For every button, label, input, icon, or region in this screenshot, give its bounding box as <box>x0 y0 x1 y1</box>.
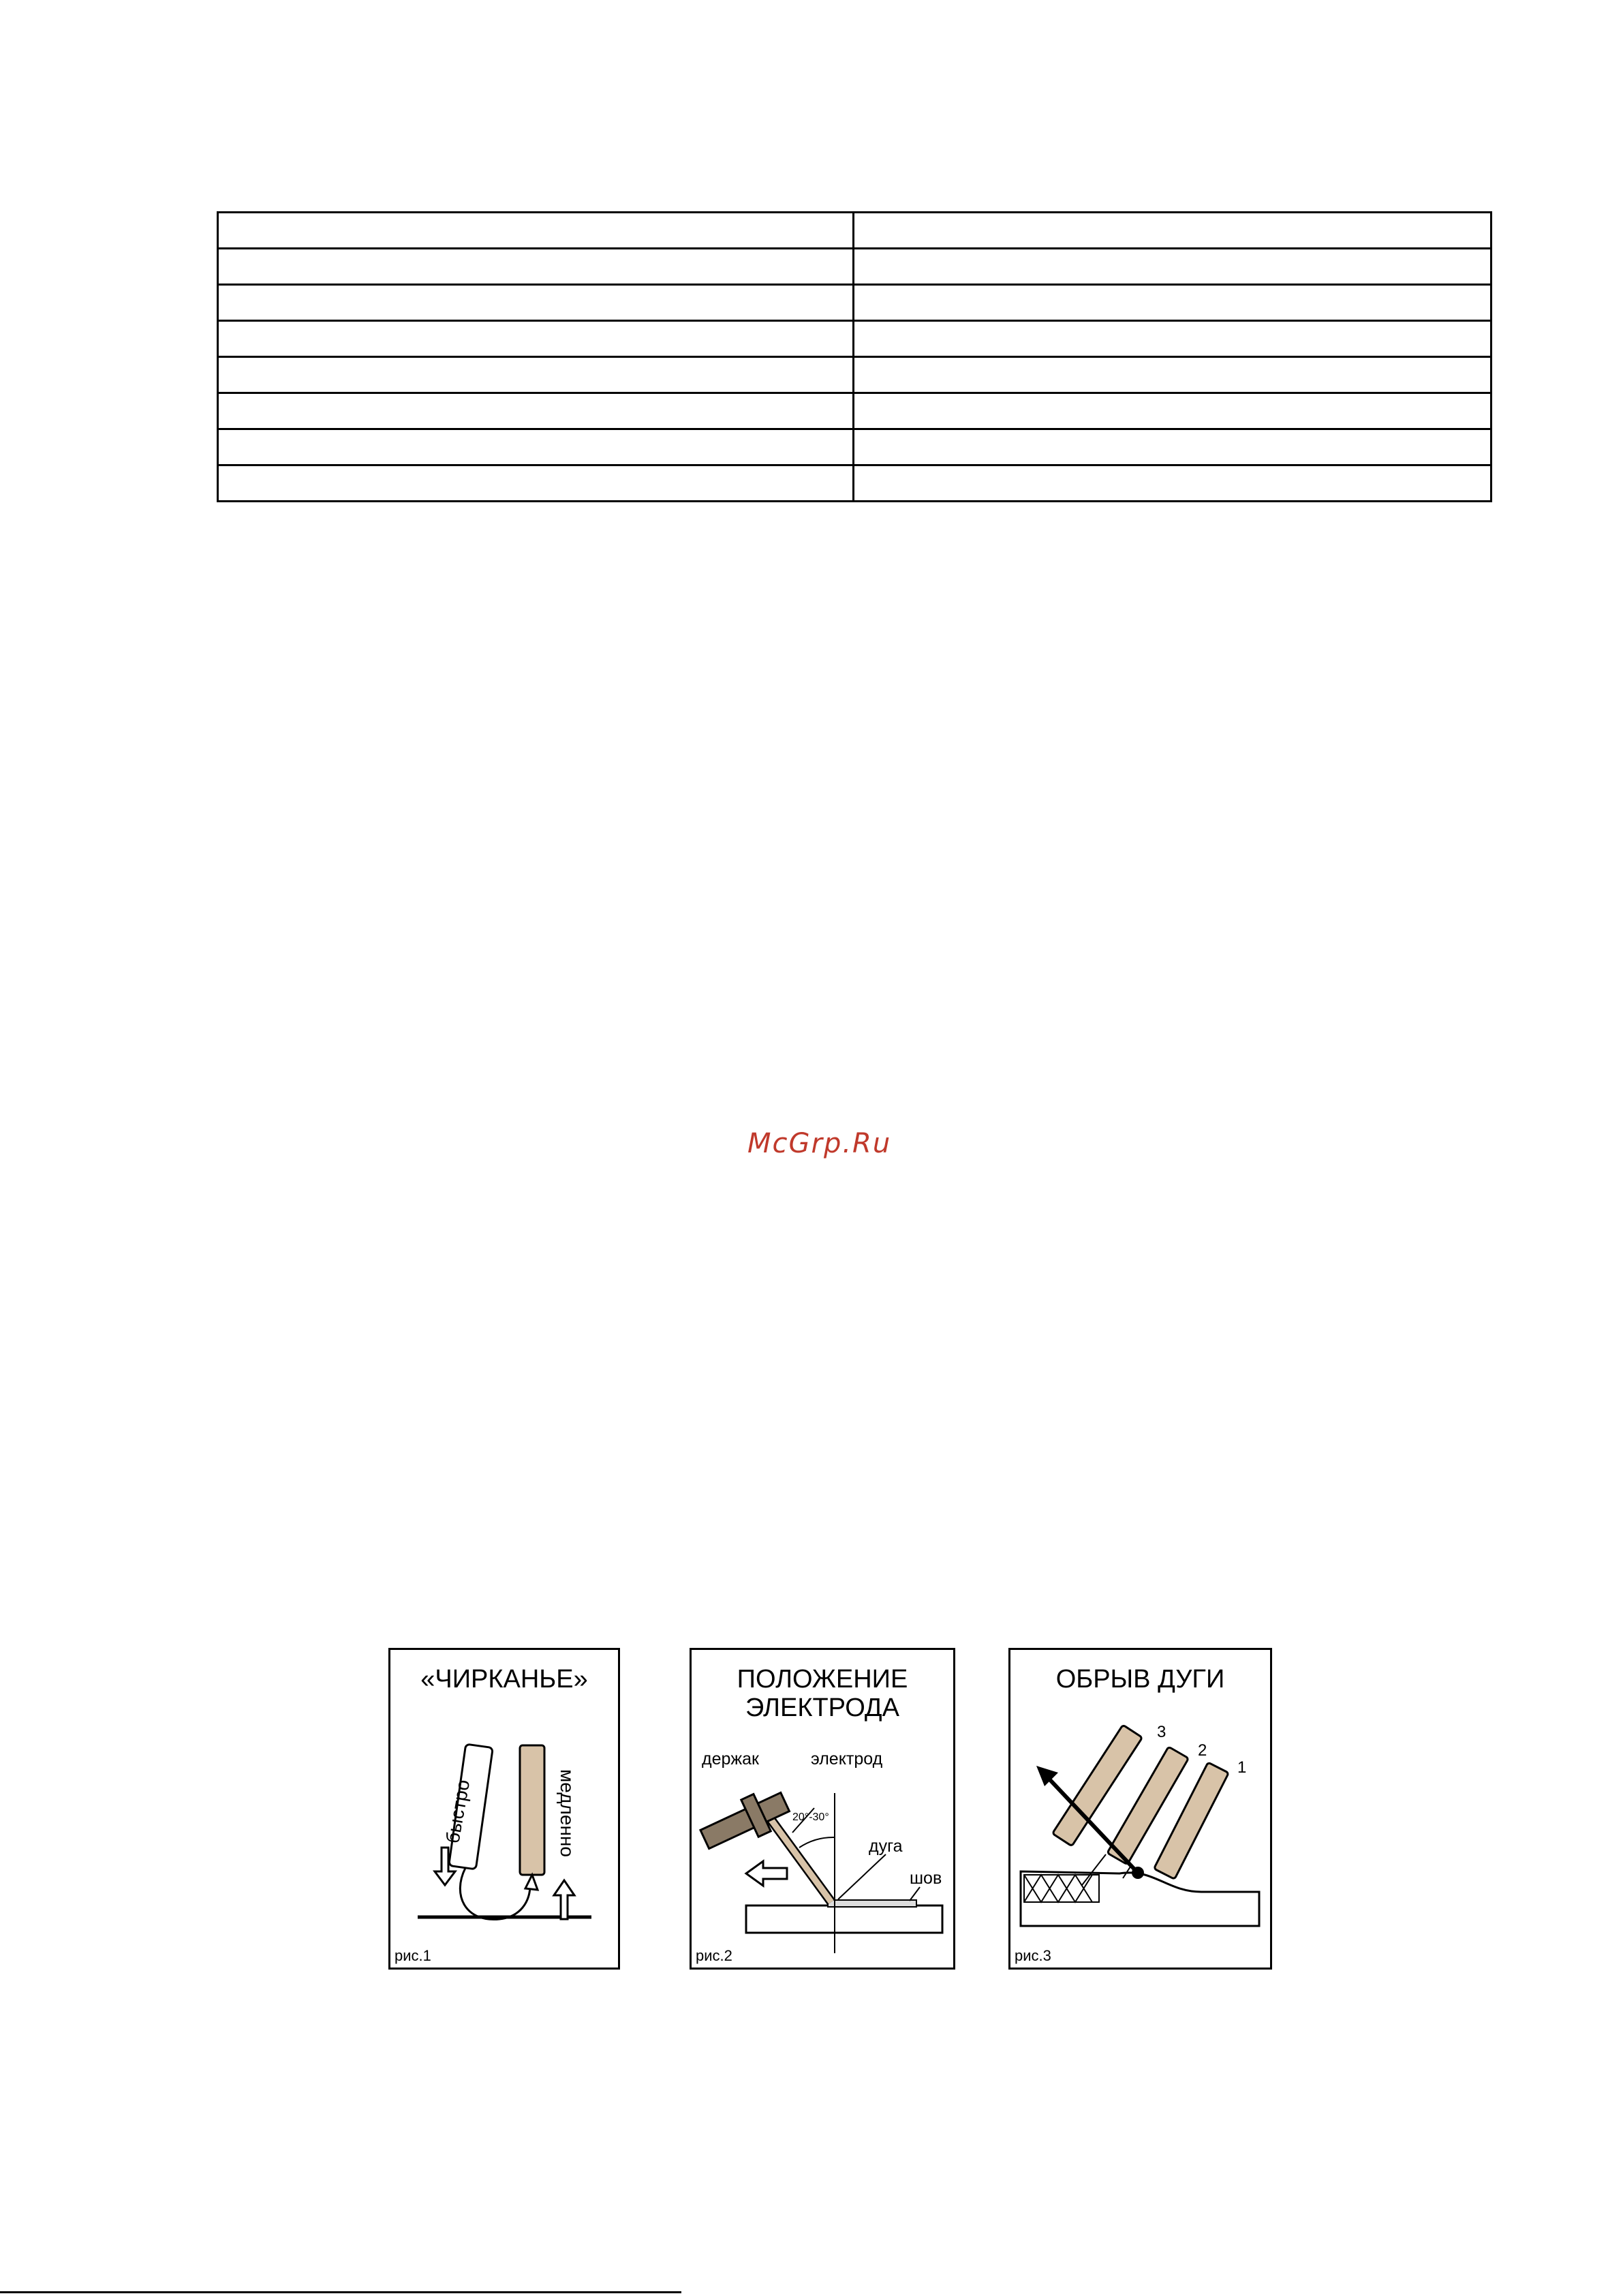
label-angle: 20°-30° <box>792 1811 829 1823</box>
table-cell <box>218 393 854 429</box>
title-line-1: ПОЛОЖЕНИЕ <box>737 1665 908 1694</box>
label-fast: быстро <box>442 1777 474 1846</box>
figure-striking <box>388 1648 620 1970</box>
table-cell <box>854 393 1491 429</box>
figure-arc-break <box>1008 1648 1272 1970</box>
table-row <box>218 429 1491 465</box>
seam <box>828 1900 916 1907</box>
arrow-left-icon <box>746 1861 787 1886</box>
figure-electrode-position <box>690 1648 955 1970</box>
title-line-2: ЭЛЕКТРОДА <box>745 1694 899 1722</box>
arc-break-illustration <box>1010 1650 1270 1968</box>
figure-caption: рис.3 <box>1015 1947 1051 1964</box>
figure-caption: рис.2 <box>696 1947 732 1964</box>
angle-arc <box>799 1837 835 1848</box>
table-cell <box>854 285 1491 321</box>
arc-point <box>1132 1867 1144 1879</box>
table-row <box>218 321 1491 357</box>
table-cell <box>218 465 854 502</box>
table-cell <box>854 213 1491 249</box>
label-1: 1 <box>1237 1758 1247 1777</box>
label-3: 3 <box>1157 1723 1166 1741</box>
curve-arrowhead <box>525 1875 538 1890</box>
label-slow: медленно <box>557 1769 578 1857</box>
table-cell <box>854 357 1491 393</box>
label-2: 2 <box>1198 1741 1207 1760</box>
table-cell <box>218 249 854 285</box>
table-cell <box>854 465 1491 502</box>
figure-caption: рис.1 <box>395 1947 431 1964</box>
table-cell <box>854 321 1491 357</box>
table-row <box>218 285 1491 321</box>
label-holder: держак <box>702 1749 759 1769</box>
leader-seam <box>910 1887 920 1901</box>
table-cell <box>218 429 854 465</box>
figure-title: ОБРЫВ ДУГИ <box>1055 1665 1225 1694</box>
table-cell <box>218 321 854 357</box>
motion-curve <box>460 1868 530 1919</box>
leader-arc <box>838 1854 886 1899</box>
striking-illustration <box>390 1650 618 1968</box>
table-cell <box>218 285 854 321</box>
table-cell <box>218 213 854 249</box>
table-cell <box>854 429 1491 465</box>
label-seam: шов <box>910 1869 942 1888</box>
table-cell <box>218 357 854 393</box>
workpiece <box>746 1905 942 1933</box>
watermark: McGrp.Ru <box>747 1128 892 1159</box>
footer-rule <box>0 2291 681 2293</box>
weld-bead <box>1024 1875 1099 1902</box>
table-row <box>218 249 1491 285</box>
arrow-up-icon <box>554 1880 574 1919</box>
figure-title: «ЧИРКАНЬЕ» <box>420 1665 588 1694</box>
table-row <box>218 465 1491 502</box>
table-row <box>218 213 1491 249</box>
electrode-slow <box>520 1745 544 1875</box>
table-cell <box>854 249 1491 285</box>
label-arc: дуга <box>869 1837 903 1856</box>
table-row <box>218 357 1491 393</box>
spec-table <box>217 211 1492 502</box>
electrode <box>767 1813 831 1902</box>
label-electrode: электрод <box>811 1749 883 1769</box>
electrode-position-illustration <box>692 1650 953 1968</box>
holder <box>696 1784 794 1858</box>
table-row <box>218 393 1491 429</box>
